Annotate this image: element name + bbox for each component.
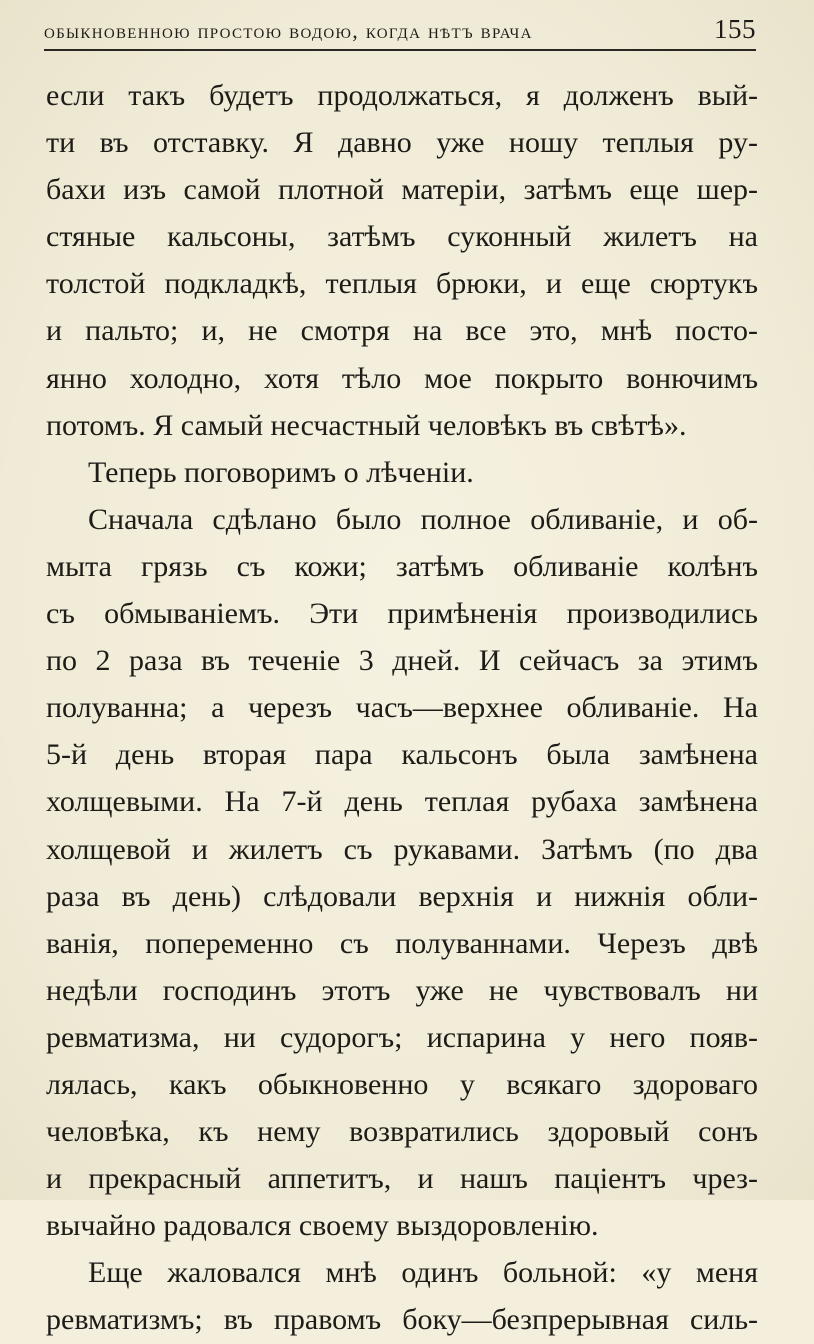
text-line: съ обмываніемъ. Эти примѣненія производились [46,597,758,631]
running-title: обыкновенною простою водою, когда нѣтъ врача [44,18,533,43]
text-line: толстой подкладкѣ, теплыя брюки, и еще сюртукъ [46,267,758,301]
text-line: если такъ будетъ продолжаться, я долженъ вый- [46,79,758,112]
text-line: стяные кальсоны, затѣмъ суконный жилетъ на [46,220,758,254]
text-line: человѣка, къ нему возвратились здоровый сонъ [46,1115,758,1149]
text-line: недѣли господинъ этотъ уже не чувствовалъ ни [46,973,758,1007]
running-header [44,14,756,48]
paragraph-first-line: Теперь поговоримъ о лѣченіи. [88,455,474,489]
text-line: лялась, какъ обыкновенно у всякаго здороваго [46,1067,758,1101]
text-line: и прекрасный аппетитъ, и нашъ паціентъ чрез- [46,1162,758,1196]
text-line: ревматизмъ; въ правомъ боку—безпрерывная силь- [46,1303,758,1337]
paragraph-first-line: Еще жаловался мнѣ одинъ больной: «у меня [88,1256,758,1290]
paragraph-first-line: Сначала сдѣлано было полное обливаніе, и об- [88,502,758,536]
text-line: ванія, попеременно съ полуваннами. Черезъ двѣ [46,926,758,960]
text-line: полуванна; а черезъ часъ—верхнее обливаніе. На [46,691,758,725]
text-line: холщевой и жилетъ съ рукавами. Затѣмъ (по два [46,832,758,866]
text-line: и пальто; и, не смотря на все это, мнѣ посто- [46,314,758,348]
text-line: ревматизма, ни судорогъ; испарина у него появ- [46,1020,758,1054]
header-rule [44,49,756,51]
page-number: 155 [714,14,756,44]
text-line: потомъ. Я самый несчастный человѣкъ въ свѣтѣ». [46,408,687,442]
text-line: ти въ отставку. Я давно уже ношу теплыя ру- [46,126,758,160]
text-line: вычайно радовался своему выздоровленію. [46,1209,599,1243]
text-line: бахи изъ самой плотной матеріи, затѣмъ еще шер- [46,173,758,207]
text-line: янно холодно, хотя тѣло мое покрыто вонючимъ [46,361,758,395]
text-line: холщевыми. На 7-й день теплая рубаха замѣнена [46,785,758,819]
text-line: по 2 раза въ теченіе 3 дней. И сейчасъ за этимъ [46,644,758,678]
text-line: 5-й день вторая пара кальсонъ была замѣнена [46,738,758,772]
text-line: раза въ день) слѣдовали верхнія и нижнія обли- [46,879,758,913]
text-line: мыта грязь съ кожи; затѣмъ обливаніе колѣнъ [46,549,758,583]
body-text [46,72,758,1344]
